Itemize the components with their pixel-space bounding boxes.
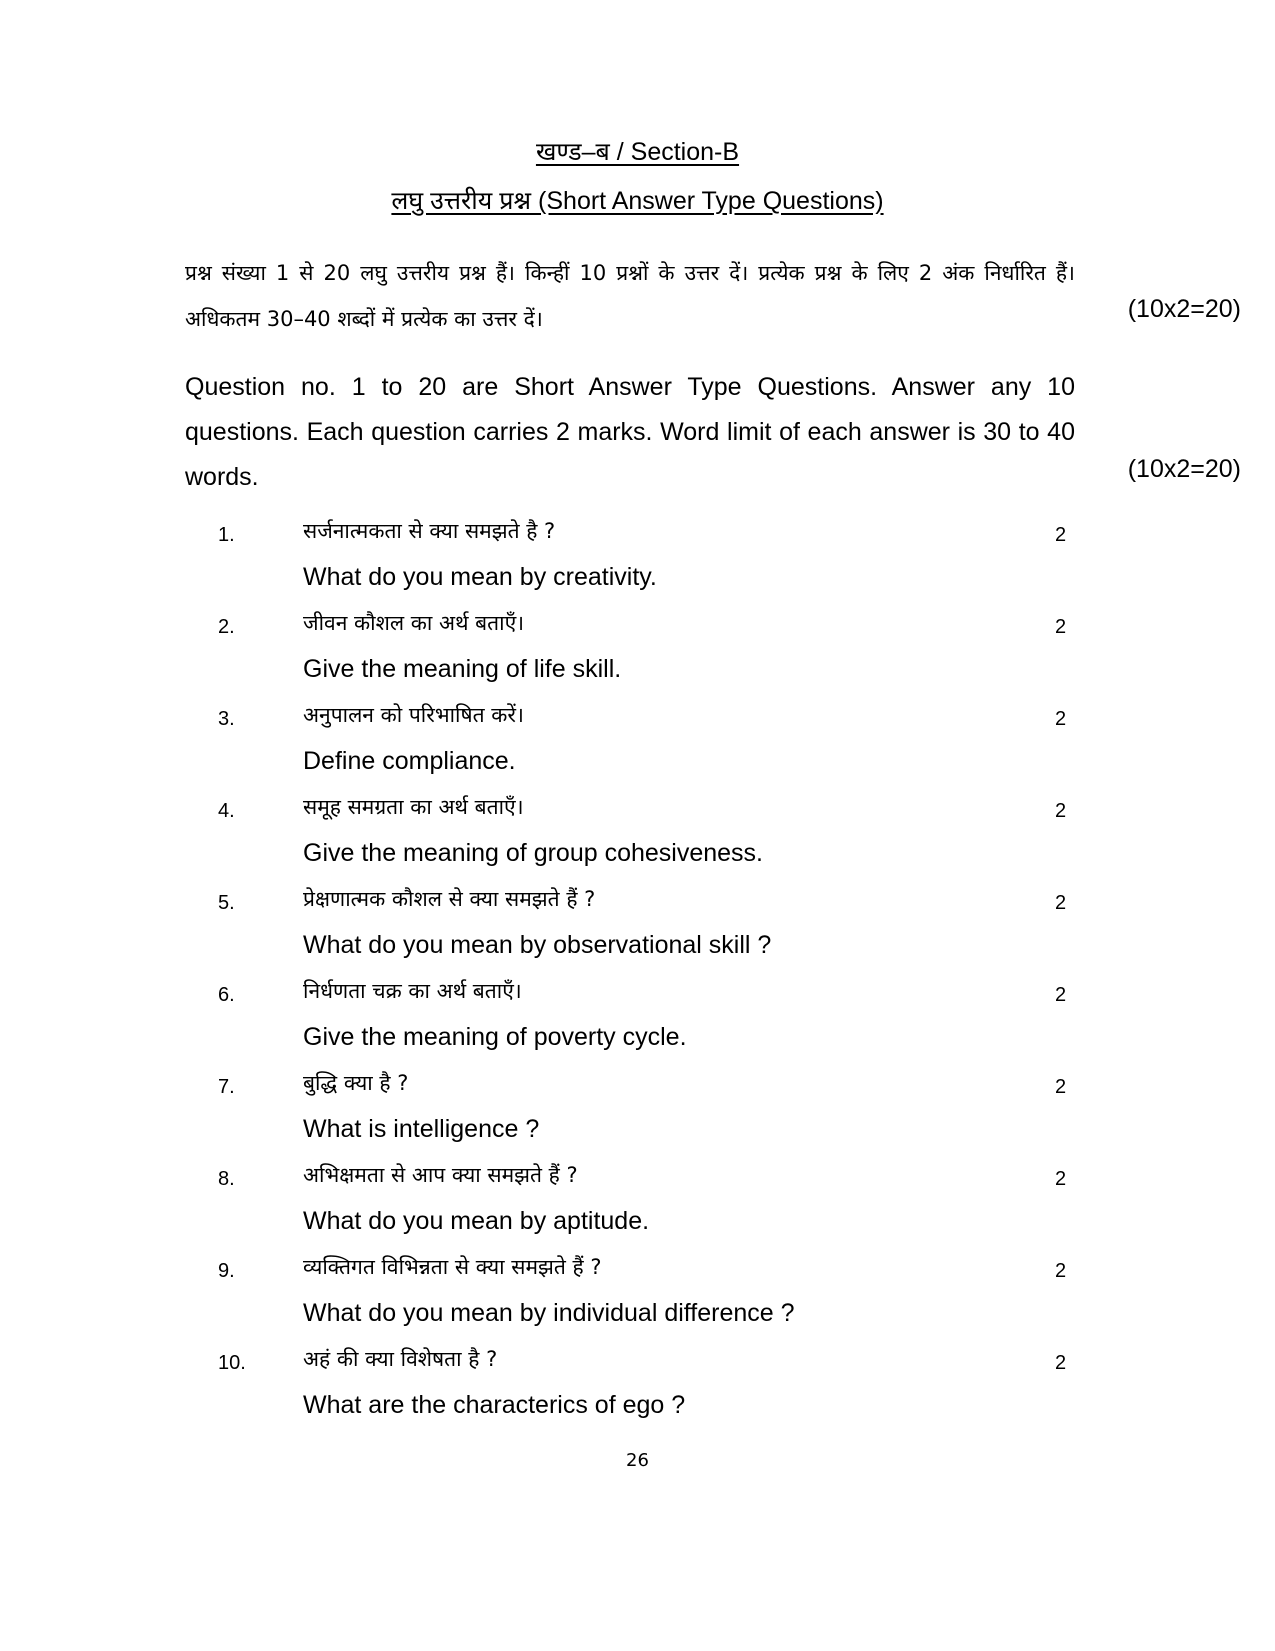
question-text-english: What are the characterics of ego ? [303, 1391, 686, 1419]
question-text-hindi: जीवन कौशल का अर्थ बताएँ। [303, 611, 525, 635]
subtitle-heading [0, 185, 1275, 217]
question-item [0, 604, 1275, 696]
question-text-hindi: अभिक्षमता से आप क्या समझते हैं ? [303, 1163, 578, 1187]
question-text-english: What do you mean by observational skill ? [303, 931, 772, 959]
question-marks: 2 [1055, 800, 1067, 822]
question-text-english: Give the meaning of poverty cycle. [303, 1023, 687, 1051]
question-number: 6. [218, 984, 235, 1006]
question-item [0, 1248, 1275, 1340]
question-item [0, 880, 1275, 972]
question-item [0, 512, 1275, 604]
question-item [0, 696, 1275, 788]
question-marks: 2 [1055, 1168, 1067, 1190]
question-text-english: Define compliance. [303, 747, 516, 775]
question-number: 3. [218, 708, 235, 730]
question-text-hindi: अहं की क्या विशेषता है ? [303, 1347, 498, 1371]
question-item [0, 1340, 1275, 1432]
question-item [0, 1064, 1275, 1156]
question-marks: 2 [1055, 984, 1067, 1006]
question-number: 5. [218, 892, 235, 914]
section-subtitle: लघु उत्तरीय प्रश्न (Short Answer Type Questions) [391, 187, 884, 215]
question-text-hindi: सर्जनात्मकता से क्या समझते है ? [303, 519, 556, 543]
section-heading [0, 136, 1275, 168]
question-number: 2. [218, 616, 235, 638]
question-item [0, 1156, 1275, 1248]
question-text-english: What do you mean by aptitude. [303, 1207, 650, 1235]
question-number: 10. [218, 1352, 246, 1374]
question-text-english: What do you mean by individual difference ? [303, 1299, 795, 1327]
question-number: 1. [218, 524, 235, 546]
question-number: 8. [218, 1168, 235, 1190]
english-instructions-marks: (10x2=20) [1127, 455, 1241, 483]
question-marks: 2 [1055, 1352, 1067, 1374]
question-marks: 2 [1055, 1260, 1067, 1282]
question-item [0, 788, 1275, 880]
question-marks: 2 [1055, 892, 1067, 914]
question-number: 4. [218, 800, 235, 822]
question-text-hindi: व्यक्तिगत विभिन्नता से क्या समझते हैं ? [303, 1255, 602, 1279]
question-item [0, 972, 1275, 1064]
question-number: 7. [218, 1076, 235, 1098]
question-text-english: Give the meaning of group cohesiveness. [303, 839, 763, 867]
question-marks: 2 [1055, 524, 1067, 546]
hindi-instructions-marks: (10x2=20) [1127, 295, 1241, 323]
question-marks: 2 [1055, 616, 1067, 638]
question-text-english: Give the meaning of life skill. [303, 655, 622, 683]
question-marks: 2 [1055, 708, 1067, 730]
question-text-hindi: निर्धणता चक्र का अर्थ बताएँ। [303, 979, 522, 1003]
page-number: 26 [626, 1450, 649, 1471]
section-title: खण्ड–ब / Section-B [535, 138, 740, 166]
question-text-hindi: प्रेक्षणात्मक कौशल से क्या समझते हैं ? [303, 887, 596, 911]
question-list [0, 512, 1275, 1432]
question-text-hindi: अनुपालन को परिभाषित करें। [303, 703, 524, 727]
question-number: 9. [218, 1260, 235, 1282]
question-text-english: What is intelligence ? [303, 1115, 540, 1143]
question-text-hindi: समूह समग्रता का अर्थ बताएँ। [303, 795, 524, 819]
question-text-hindi: बुद्धि क्या है ? [303, 1071, 409, 1095]
hindi-instructions: प्रश्न संख्या 1 से 20 लघु उत्तरीय प्रश्न हैं। किन्हीं 10 प्रश्नों के उत्तर दें। प्रत्येक प्रश्न के लिए 2 अंक निर्धारित हैं। अधिकतम 30–40 शब्दों में प्रत्येक का उत्तर दें। [185, 261, 1075, 331]
english-instructions: Question no. 1 to 20 are Short Answer Type Questions. Answer any 10 questions. Each question carries 2 marks. Word limit of each answer is 30 to 40 words. [185, 373, 1075, 491]
question-text-english: What do you mean by creativity. [303, 563, 657, 591]
question-marks: 2 [1055, 1076, 1067, 1098]
